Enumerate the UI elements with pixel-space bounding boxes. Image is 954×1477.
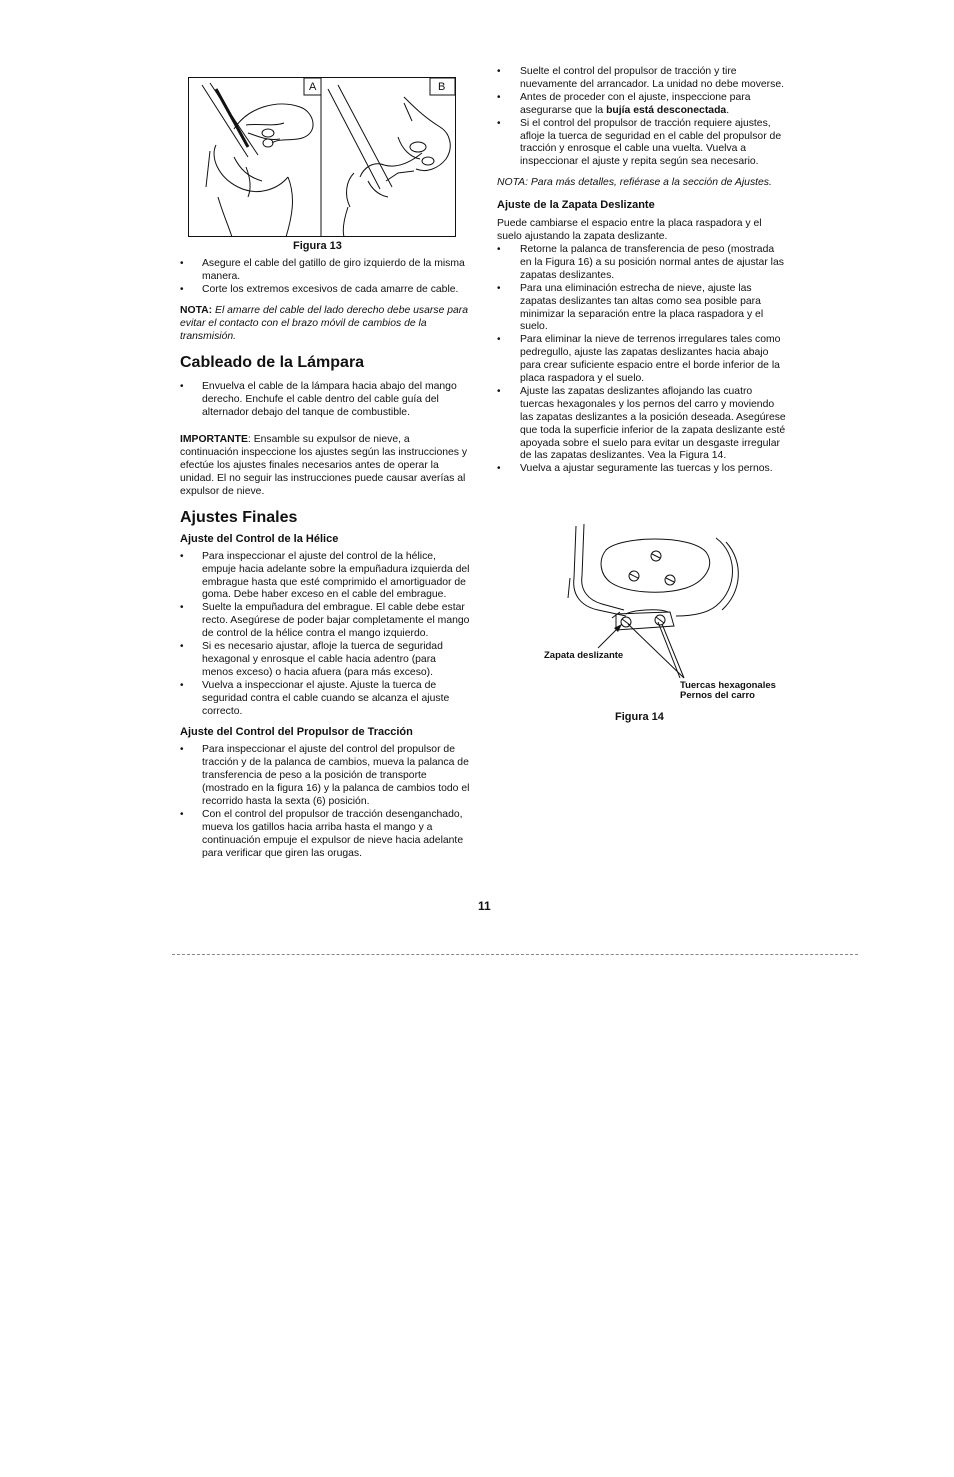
propulsor-heading: Ajuste del Control del Propulsor de Tracción	[180, 726, 413, 739]
zapata-heading: Ajuste de la Zapata Deslizante	[497, 199, 655, 212]
figure-13-label-b: B	[438, 81, 446, 93]
importante-text: : Ensamble su expulsor de nieve, a continuación inspeccione los ajustes según las instrucciones y efectúe los ajustes finales necesarios antes de operar la unidad. El no seguir las instrucciones puede causar averías al expulsor de nieve.	[180, 434, 468, 497]
list-item: • Vuelva a inspeccionar el ajuste. Ajuste la tuerca de seguridad contra el cable cuando se alcanza el ajuste correcto.	[180, 680, 470, 719]
figure-14-caption: Figura 14	[615, 711, 664, 723]
traccion-bullet-list	[497, 66, 787, 169]
figure-13-label-a: A	[309, 81, 317, 93]
cable-bullet-list	[180, 258, 470, 297]
lampara-heading: Cableado de la Lámpara	[180, 354, 365, 372]
ajustes-nota: NOTA: Para más detalles, refiérase a la sección de Ajustes.	[497, 177, 772, 189]
list-item	[497, 92, 787, 118]
page-bottom-rule	[172, 954, 858, 955]
list-item: • Asegure el cable del gatillo de giro izquierdo de la misma manera.	[180, 258, 470, 284]
figure-13-caption: Figura 13	[293, 240, 342, 252]
zapata-intro: Puede cambiarse el espacio entre la placa raspadora y el suelo ajustando la zapata deslizante.	[497, 218, 762, 243]
list-item: • Corte los extremos excesivos de cada amarre de cable.	[180, 284, 470, 297]
nota-label: NOTA:	[180, 304, 213, 316]
list-item: • Para inspeccionar el ajuste del control del propulsor de tracción y de la palanca de cambios, mueva la palanca de transferencia de peso a la posición de transporte (mostrado en la figura 16) y la palanca de cambios todo el recorrido hasta la sexta (6) posición.	[180, 744, 470, 809]
list-item: • Para una eliminación estrecha de nieve, ajuste las zapatas deslizantes tan altas como sea posible para minimizar la separación entre la placa raspadora y el suelo.	[497, 283, 787, 335]
zapata-deslizante-label: Zapata deslizante	[544, 650, 624, 661]
list-item: • Ajuste las zapatas deslizantes aflojando las cuatro tuercas hexagonales y los pernos del carro y moviendo las zapatas deslizantes a la posición deseada. Asegúrese que toda la superficie inferior de la zapata deslizante esté apoyada sobre el suelo para evitar un desgaste irregular de las zapatas deslizantes. Vea la Figura 14.	[497, 386, 787, 463]
list-item-bold-text: bujía está desconectada	[606, 104, 727, 116]
zapata-bullet-list	[497, 244, 787, 476]
list-item: • Para inspeccionar el ajuste del control de la hélice, empuje hacia adelante sobre la empuñadura izquierda del embrague hasta que esté comprimido el amortiguador de goma. Debe haber exceso en el cable del embrague.	[180, 551, 470, 603]
list-item-text: Antes de proceder con el ajuste, inspeccione para asegurarse que la	[520, 91, 751, 116]
page-number: 11	[478, 899, 491, 913]
list-item: • Si es necesario ajustar, afloje la tuerca de seguridad hexagonal y enrosque el cable hacia adentro (para menos exceso) o hacia afuera (para más exceso).	[180, 641, 470, 680]
propulsor-bullet-list	[180, 744, 470, 860]
figure-13-illustration	[188, 77, 456, 237]
lampara-bullet-list	[180, 381, 470, 420]
nota-paragraph	[180, 305, 470, 344]
list-item-text: Suelte el control del propulsor de tracción y tire nuevamente del arrancador. La unidad no debe moverse.	[520, 66, 784, 90]
pernos-del-carro-label: Pernos del carro	[680, 690, 755, 701]
list-item	[497, 118, 787, 170]
right-column	[497, 66, 787, 476]
list-item-text: Si el control del propulsor de tracción requiere ajustes, afloje la tuerca de seguridad en el cable del propulsor de tracción y enrosque el cable una vuelta. Vuelva a inspeccionar el ajuste y repita según sea necesario.	[520, 117, 782, 168]
list-item: • Retorne la palanca de transferencia de peso (mostrada en la Figura 16) a su posición normal antes de ajustar las zapatas deslizantes.	[497, 244, 787, 283]
list-item: • Vuelva a ajustar seguramente las tuercas y los pernos.	[497, 463, 787, 476]
figure-13	[188, 77, 456, 237]
helice-bullet-list	[180, 551, 470, 719]
tuercas-hexagonales-label: Tuercas hexagonales	[680, 680, 776, 691]
left-column	[180, 258, 470, 861]
list-item: • Para eliminar la nieve de terrenos irregulares tales como pedregullo, ajuste las zapatas deslizantes hacia abajo para crear suficiente espacio entre el borde inferior de la placa raspadora y el suelo.	[497, 334, 787, 386]
list-item-text-end: .	[726, 104, 730, 116]
importante-paragraph	[180, 434, 470, 499]
list-item: • Envuelva el cable de la lámpara hacia abajo del mango derecho. Enchufe el cable dentro del cable guía del alternador debajo del tanque de combustible.	[180, 381, 470, 420]
list-item	[497, 66, 787, 92]
importante-label: IMPORTANTE	[180, 434, 248, 446]
list-item: • Suelte la empuñadura del embrague. El cable debe estar recto. Asegúrese de poder bajar completamente el mango de control de la hélice contra el mango izquierdo.	[180, 602, 470, 641]
helice-heading: Ajuste del Control de la Hélice	[180, 532, 339, 545]
finales-heading: Ajustes Finales	[180, 508, 298, 526]
list-item: • Con el control del propulsor de tracción desenganchado, mueva los gatillos hacia arriba hasta el mango y a continuación empuje el expulsor de nieve hacia adelante para verificar que giren las orugas.	[180, 809, 470, 861]
nota-text: El amarre del cable del lado derecho debe usarse para evitar el contacto con el brazo móvil de cambios de la transmisión.	[180, 304, 469, 342]
